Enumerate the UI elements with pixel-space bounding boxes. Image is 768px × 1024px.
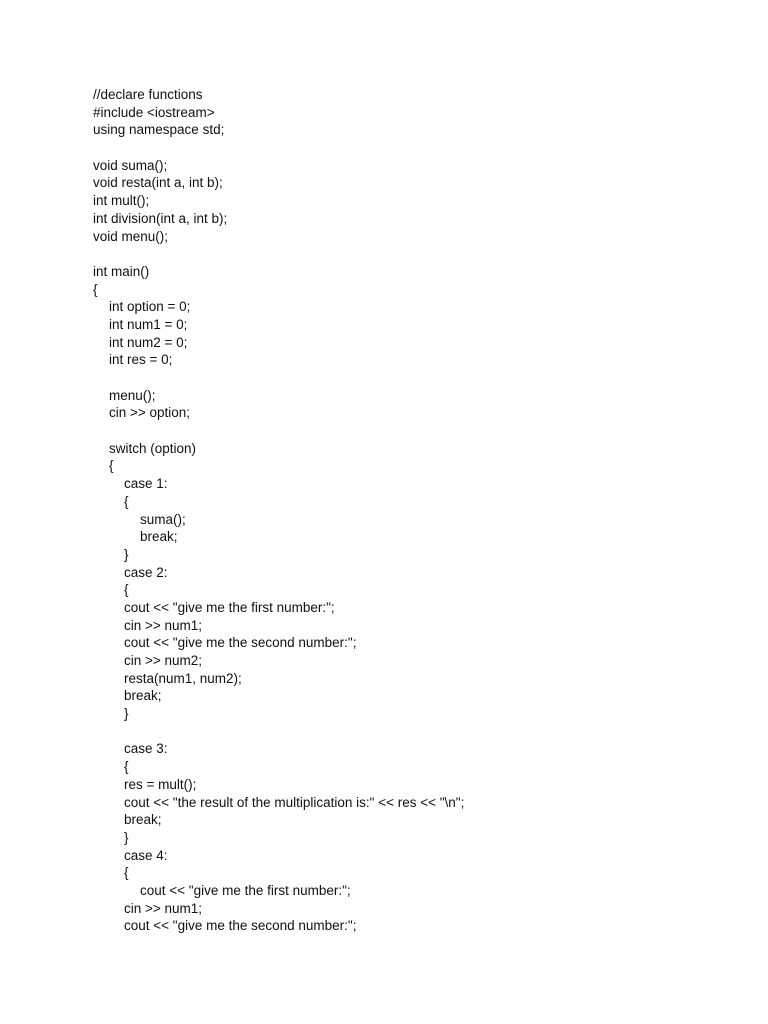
code-line: case 2: (124, 564, 168, 580)
code-listing (93, 86, 733, 935)
code-line: resta(num1, num2); (124, 670, 242, 686)
code-line: cout << "the result of the multiplication is:" << res << "\n"; (124, 794, 465, 810)
code-line: //declare functions (93, 87, 203, 102)
code-line: case 4: (124, 847, 168, 863)
code-line: menu(); (109, 387, 156, 403)
code-line: { (124, 493, 129, 509)
code-line: { (93, 281, 98, 297)
code-line: cout << "give me the first number:"; (140, 882, 351, 898)
code-line: suma(); (140, 511, 186, 527)
code-line: int res = 0; (109, 352, 173, 368)
code-line: { (109, 458, 114, 474)
code-line: void suma(); (93, 157, 168, 173)
code-line: { (124, 759, 129, 775)
code-line: break; (124, 812, 162, 828)
code-line: int mult(); (93, 193, 150, 209)
code-line: #include <iostream> (93, 104, 215, 120)
code-line: int num2 = 0; (109, 334, 188, 350)
code-line: int division(int a, int b); (93, 210, 228, 226)
code-line: using namespace std; (93, 122, 225, 138)
code-line: void resta(int a, int b); (93, 175, 223, 191)
code-line: case 1: (124, 476, 168, 492)
code-line: int option = 0; (109, 299, 191, 315)
blank-line (93, 369, 733, 387)
code-line: cout << "give me the first number:"; (124, 599, 335, 615)
code-line: res = mult(); (124, 776, 197, 792)
code-line: cin >> num1; (124, 617, 203, 633)
code-line: } (124, 706, 129, 722)
code-line: cout << "give me the second number:"; (124, 918, 357, 934)
code-line: { (124, 582, 129, 598)
code-line: cout << "give me the second number:"; (124, 635, 357, 651)
blank-line (93, 422, 733, 440)
blank-line (93, 139, 733, 157)
code-line: void menu(); (93, 228, 169, 244)
code-line: int num1 = 0; (109, 316, 188, 332)
code-line: } (124, 546, 129, 562)
code-line: break; (140, 529, 178, 545)
code-line: cin >> num2; (124, 653, 203, 668)
code-line: cin >> num1; (124, 900, 203, 916)
code-line: int main() (93, 263, 150, 279)
code-line: case 3: (124, 741, 168, 757)
code-line: { (124, 865, 129, 881)
blank-line (93, 245, 733, 263)
code-line: break; (124, 688, 162, 704)
blank-line (93, 723, 733, 741)
code-line: cin >> option; (109, 405, 191, 421)
code-line: } (124, 829, 129, 845)
code-line: switch (option) (109, 440, 197, 456)
